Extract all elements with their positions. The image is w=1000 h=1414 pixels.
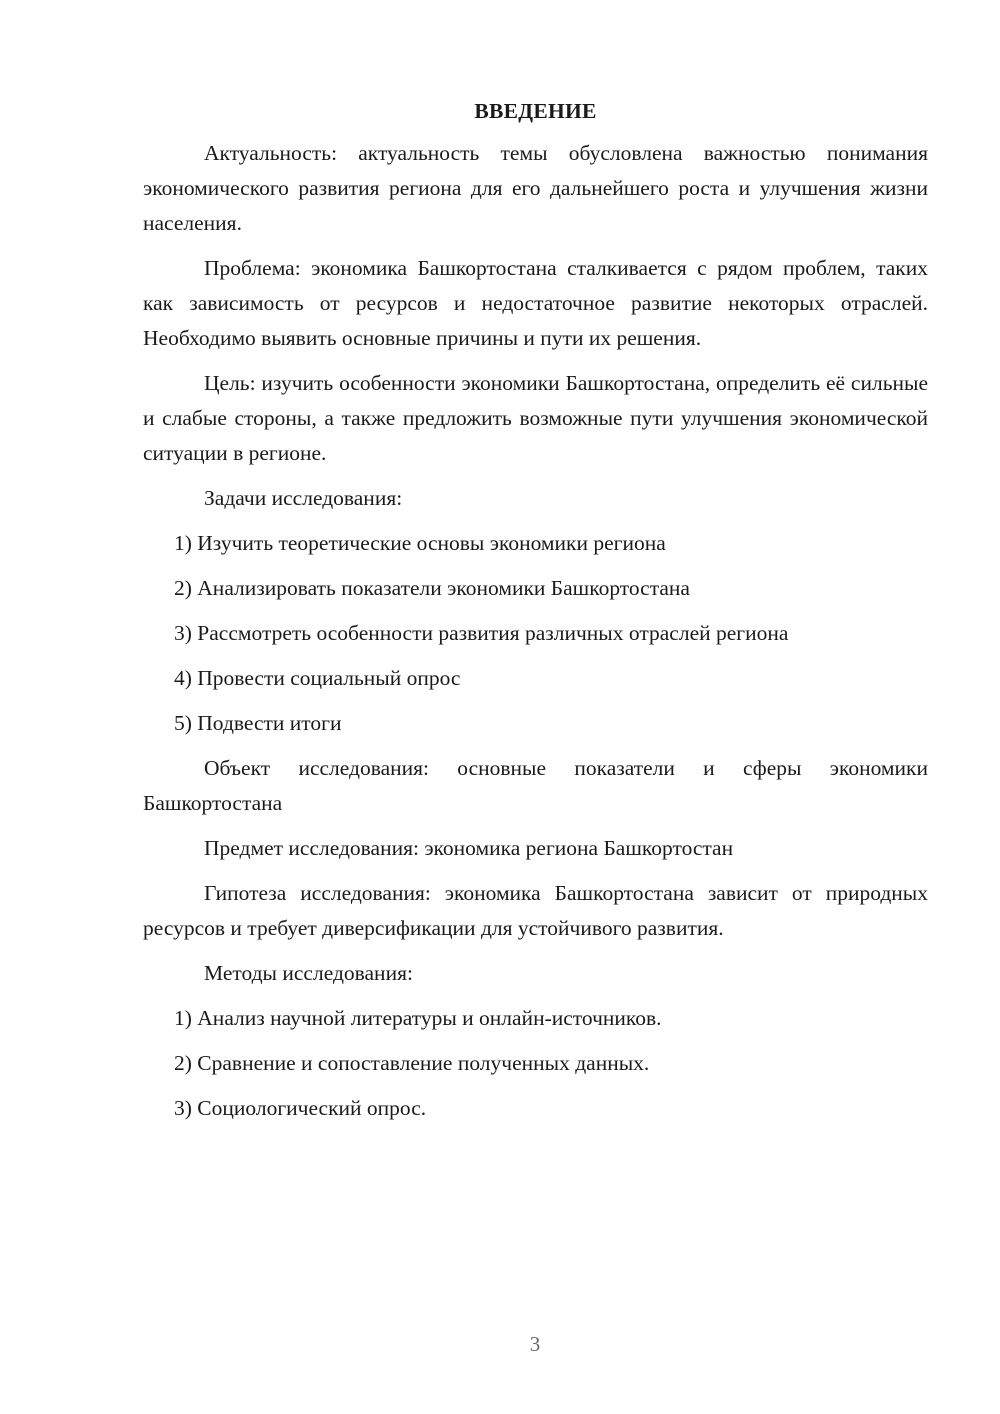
list-item: 2) Сравнение и сопоставление полученных данных. xyxy=(174,1051,650,1075)
tasks-label: Задачи исследования: xyxy=(204,486,403,510)
list-item: 4) Провести социальный опрос xyxy=(174,666,461,690)
list-item: 3) Социологический опрос. xyxy=(174,1096,427,1120)
methods-list xyxy=(143,1001,928,1126)
list-item: 1) Анализ научной литературы и онлайн-источников. xyxy=(174,1006,662,1030)
list-item: 1) Изучить теоретические основы экономики региона xyxy=(174,531,666,555)
page-number: 3 xyxy=(529,1332,541,1356)
tasks-list xyxy=(143,526,928,741)
object-paragraph: Объект исследования: основные показатели и сферы экономики Башкортостана xyxy=(143,756,928,815)
list-item: 3) Рассмотреть особенности развития различных отраслей региона xyxy=(174,621,789,645)
document-page xyxy=(143,96,928,1136)
subject-paragraph: Предмет исследования: экономика региона Башкортостан xyxy=(204,836,734,860)
list-item: 2) Анализировать показатели экономики Башкортостана xyxy=(174,576,690,600)
list-item: 5) Подвести итоги xyxy=(174,711,342,735)
problem-paragraph: Проблема: экономика Башкортостана сталкивается с рядом проблем, таких как зависимость от ресурсов и недостаточное развитие некоторых отраслей. Необходимо выявить основные причины и пути их решения. xyxy=(143,256,928,350)
page-title: ВВЕДЕНИЕ xyxy=(474,99,597,123)
hypothesis-paragraph: Гипотеза исследования: экономика Башкортостана зависит от природных ресурсов и требует диверсификации для устойчивого развития. xyxy=(143,881,928,940)
methods-label: Методы исследования: xyxy=(204,961,413,985)
relevance-paragraph: Актуальность: актуальность темы обусловлена важностью понимания экономического развития региона для его дальнейшего роста и улучшения жизни населения. xyxy=(143,141,928,235)
goal-paragraph: Цель: изучить особенности экономики Башкортостана, определить её сильные и слабые стороны, а также предложить возможные пути улучшения экономической ситуации в регионе. xyxy=(143,371,928,465)
